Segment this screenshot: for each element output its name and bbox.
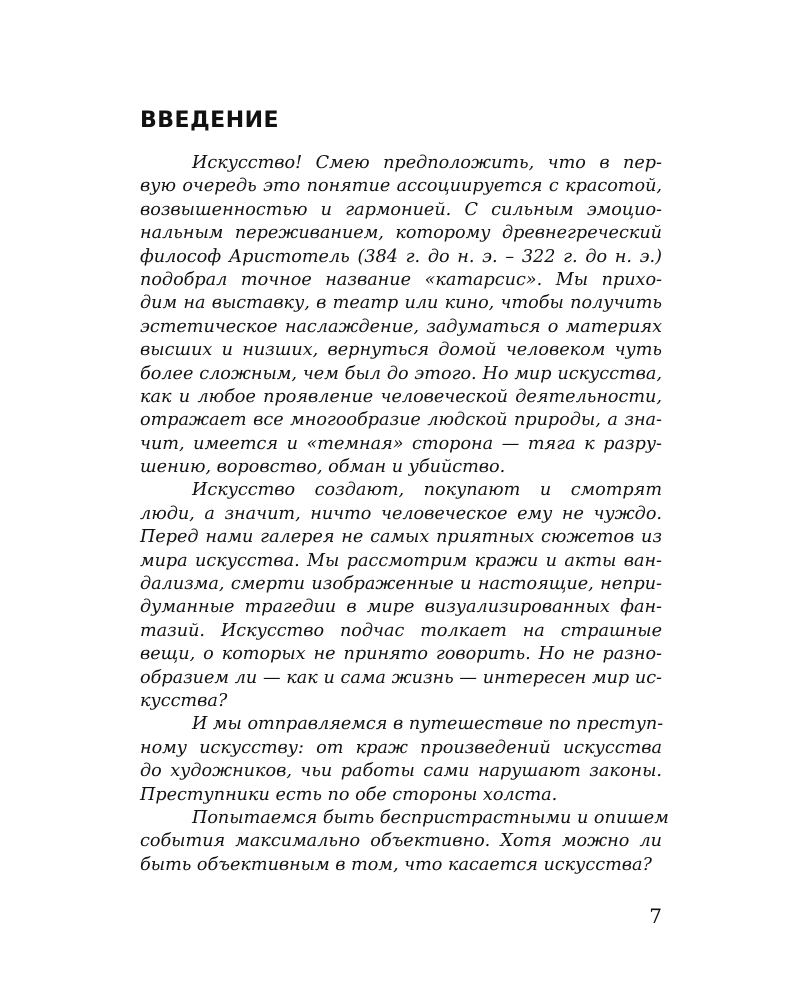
text-line: мира искусства. Мы рассмотрим кражи и акты ван- — [140, 550, 662, 571]
text-line: думанные трагедии в мире визуализированных фан- — [140, 597, 662, 618]
text-line: дим на выставку, в театр или кино, чтобы получить — [140, 293, 662, 314]
text-line: Перед нами галерея не самых приятных сюжетов из — [140, 527, 662, 548]
text-line: быть объективным в том, что касается искусства? — [140, 854, 652, 875]
text-line: И мы отправляемся в путешествие по преступ- — [192, 714, 664, 735]
text-line: философ Аристотель (384 г. до н. э. – 322 г. до н. э.) — [140, 246, 662, 267]
text-line: эстетическое наслаждение, задуматься о материях — [140, 316, 662, 337]
text-line: Искусство! Смею предположить, что в пер- — [192, 153, 662, 173]
text-line: кусства? — [140, 690, 228, 711]
text-line: Преступники есть по обе стороны холста. — [140, 784, 558, 805]
text-line: события максимально объективно. Хотя можно ли — [140, 831, 662, 852]
text-line: Искусство создают, покупают и смотрят — [192, 480, 662, 501]
text-line: тазий. Искусство подчас толкает на страшные — [140, 620, 662, 641]
page-number: 7 — [649, 904, 662, 928]
text-line: подобрал точное название «катарсис». Мы прихо- — [140, 269, 662, 290]
text-line: вещи, о которых не принято говорить. Но не разно- — [140, 644, 662, 665]
text-line: более сложным, чем был до этого. Но мир искусства, — [140, 363, 662, 384]
text-line: нальным переживанием, которому древнегреческий — [140, 223, 662, 244]
text-line: вую очередь это понятие ассоциируется с красотой, — [140, 176, 662, 197]
text-line: ному искусству: от краж произведений искусства — [140, 737, 662, 758]
chapter-heading: ВВЕДЕНИЕ — [140, 108, 280, 133]
text-line: образием ли — как и сама жизнь — интересен мир ис- — [140, 667, 662, 688]
text-line: отражает все многообразие людской природы, а зна- — [140, 410, 662, 431]
text-line: возвышенностью и гармонией. С сильным эмоцио- — [140, 199, 662, 220]
text-line: высших и низших, вернуться домой человеком чуть — [140, 340, 662, 361]
text-line: Попытаемся быть беспристрастными и опишем — [192, 807, 669, 828]
text-line: дализма, смерти изображенные и настоящие, непри- — [140, 574, 662, 595]
text-line: люди, а значит, ничто человеческое ему не чуждо. — [140, 503, 662, 524]
body-text — [140, 152, 669, 877]
text-line: шению, воровство, обман и убийство. — [140, 457, 506, 478]
text-line: как и любое проявление человеческой деятельности, — [140, 386, 662, 407]
text-line: чит, имеется и «темная» сторона — тяга к разру- — [140, 433, 662, 454]
text-line: до художников, чьи работы сами нарушают законы. — [140, 761, 662, 782]
